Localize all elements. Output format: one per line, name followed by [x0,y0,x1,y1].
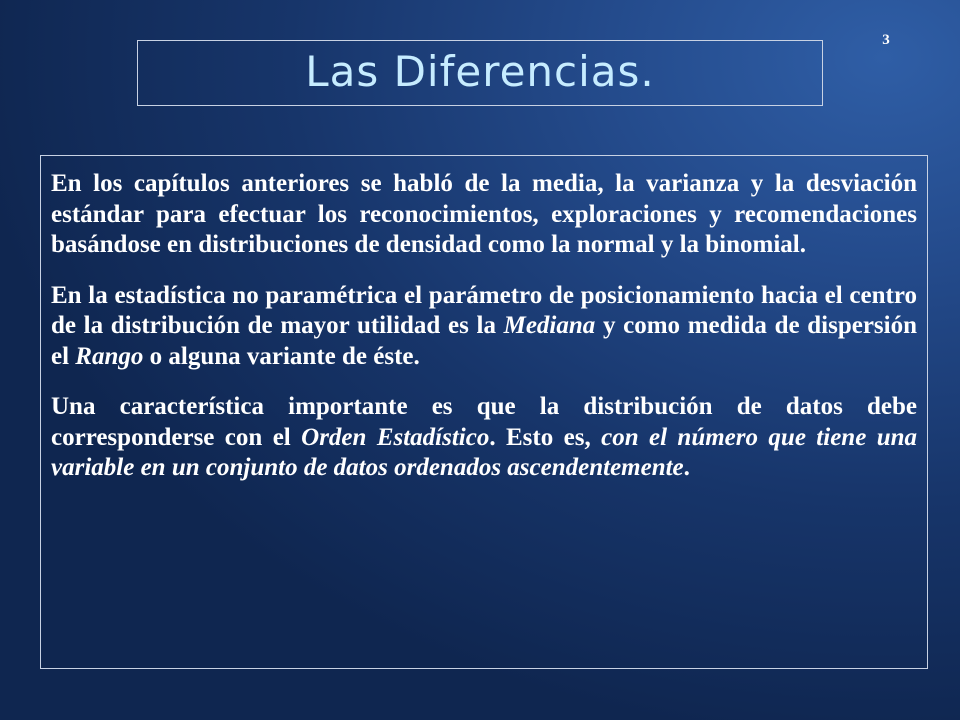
emphasized-text: con el número que tiene una variable en un conjunto de datos ordenados ascendentemente [51,423,918,481]
emphasized-text: Rango [75,342,144,370]
text-segment: Una característica importante es que la distribución de datos debe corresponderse con el [51,393,917,451]
body-text-box [40,155,928,669]
text-segment: En los capítulos anteriores se habló de la media, la varianza y la desviación estándar para efectuar los reconocimientos, exploraciones y recomendaciones basándose en distribuciones de densidad como la normal y la binomial. [51,170,917,258]
paragraph-3 [51,392,917,484]
text-segment: . [683,454,690,481]
text-segment: y como medida de dispersión el [51,312,917,370]
emphasized-text: Mediana [503,312,596,339]
title-box [137,40,823,106]
text-segment: o alguna variante de éste. [143,342,420,370]
paragraph-1 [51,169,917,261]
page-number: 3 [882,32,890,48]
slide-title: Las Diferencias. [305,47,655,96]
emphasized-text: Orden Estadístico [301,423,490,451]
paragraph-2 [51,281,917,373]
text-segment: En la estadística no paramétrica el parámetro de posicionamiento hacia el centro de la distribución de mayor utilidad es la [51,281,917,339]
text-segment: . Esto es, [489,423,602,451]
